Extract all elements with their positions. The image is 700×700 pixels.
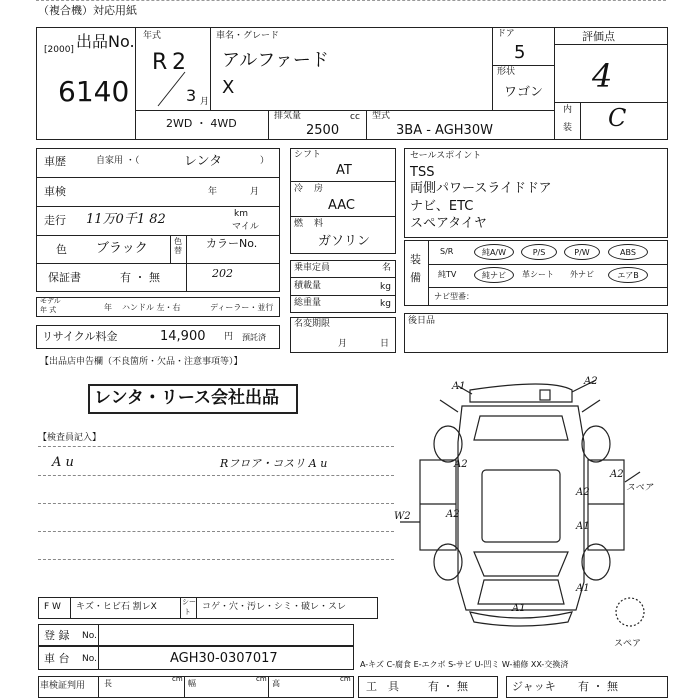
mark-a2-right: A2 bbox=[576, 487, 590, 498]
type-value: 3BA - AGH30W bbox=[396, 123, 493, 138]
cert-length: 長 bbox=[104, 679, 112, 688]
glass-conditions: キズ・ヒビ石 割レX bbox=[76, 602, 157, 612]
mark-a1-mid: A1 bbox=[576, 521, 590, 532]
fw-label: F W bbox=[44, 602, 61, 612]
cert-cm-3: cm bbox=[340, 675, 351, 683]
history-value: レンタ bbox=[184, 154, 223, 169]
equip-abs: ABS bbox=[608, 244, 648, 260]
jack-options: 有 ・ 無 bbox=[578, 680, 618, 693]
sales-point-item: スペアタイヤ bbox=[410, 216, 487, 231]
mark-a2-top: A2 bbox=[584, 376, 598, 387]
color-no-label: カラーNo. bbox=[206, 237, 258, 250]
name-change-month: 月 bbox=[338, 339, 348, 349]
equipment-label-1: 装 bbox=[410, 253, 421, 266]
damage-legend: A-キズ C-腐食 E-エクボ S-サビ U-凹ミ W-補修 XX-交換済 bbox=[360, 660, 569, 669]
chassis-value: AGH30-0307017 bbox=[170, 651, 278, 666]
model-label: 車名・グレード bbox=[216, 31, 280, 41]
recycle-status: 預託済 bbox=[242, 333, 266, 342]
equip-ext-navi: 外ナビ bbox=[570, 270, 594, 279]
model-name: アルファード bbox=[222, 50, 329, 71]
navi-model-label: ナビ型番： bbox=[434, 292, 474, 301]
capacity-unit: 名 bbox=[382, 263, 392, 273]
equipment-label-2: 備 bbox=[410, 271, 421, 284]
spare-label: スペア bbox=[614, 639, 642, 649]
cert-row bbox=[38, 676, 354, 698]
score-label: 評価点 bbox=[582, 30, 615, 43]
sales-point-item: ナビ、ETC bbox=[410, 199, 474, 214]
sales-points-label: セールスポイント bbox=[410, 151, 482, 161]
lot-label: 出品No. bbox=[76, 32, 135, 51]
dealer-note-label: 【出品店申告欄（不良箇所・欠品・注意事項等）】 bbox=[40, 357, 243, 367]
mileage-km: km bbox=[234, 209, 248, 219]
year-month: 3 bbox=[186, 86, 197, 105]
fuel-label-1: 燃 bbox=[294, 219, 304, 229]
shape-value: ワゴン bbox=[504, 85, 544, 100]
history-options: 自家用 ・（ bbox=[96, 156, 140, 166]
top-cut-line bbox=[36, 0, 666, 1]
color-label: 色 bbox=[56, 243, 67, 256]
shift-value: AT bbox=[336, 163, 352, 178]
interior-value: C bbox=[608, 104, 627, 132]
inspector-label: 【検査員記入】 bbox=[38, 433, 102, 443]
cert-cm-1: cm bbox=[172, 675, 183, 683]
aircon-label-1: 冷 bbox=[294, 184, 304, 194]
year-label: 年式 bbox=[143, 31, 162, 41]
mark-a1-top: A1 bbox=[452, 381, 466, 392]
mark-a1-bottom: A1 bbox=[512, 603, 526, 614]
fuel-label-2: 料 bbox=[314, 219, 324, 229]
wheel-rear-right bbox=[582, 426, 610, 462]
tools-options: 有 ・ 無 bbox=[428, 680, 468, 693]
color-no-value: 202 bbox=[212, 267, 233, 280]
mark-a1-lower: A1 bbox=[576, 583, 590, 594]
weight-unit: kg bbox=[380, 299, 391, 309]
after-items-box bbox=[404, 313, 668, 353]
equip-power-window: P/W bbox=[564, 244, 600, 260]
seat-label-1: シー bbox=[182, 598, 196, 606]
left-side-panel bbox=[420, 460, 456, 550]
mileage-value: 11万0千1 82 bbox=[86, 212, 166, 227]
mark-a2-left: A2 bbox=[454, 459, 468, 470]
capacity-label: 乗車定員 bbox=[294, 263, 331, 273]
model-year-label-1: モデル bbox=[40, 297, 61, 305]
rear-window bbox=[474, 416, 568, 440]
rear-bumper bbox=[470, 384, 572, 402]
cert-label: 車検証判用 bbox=[40, 681, 86, 691]
lot-number: 6140 bbox=[58, 75, 130, 108]
warranty-options: 有 ・ 無 bbox=[120, 271, 160, 284]
score-value: 4 bbox=[592, 57, 613, 95]
load-label: 積載量 bbox=[294, 281, 322, 291]
mark-w2: W2 bbox=[394, 511, 411, 522]
chassis-label: 車 台 bbox=[44, 652, 70, 665]
load-unit: kg bbox=[380, 282, 391, 292]
name-change-day: 日 bbox=[380, 339, 390, 349]
year-era: R bbox=[152, 50, 168, 75]
registration-no: No. bbox=[82, 631, 97, 641]
interior-label-2: 装 bbox=[563, 123, 573, 133]
equip-leather: 革シート bbox=[522, 270, 554, 279]
history-close: ） bbox=[260, 156, 270, 166]
registration-label: 登 録 bbox=[44, 629, 70, 642]
inspector-note-left: A u bbox=[52, 455, 74, 470]
mark-a2-door: A2 bbox=[446, 509, 460, 520]
lot-stamp: [2000] bbox=[44, 45, 74, 55]
spare-label-side: スペア bbox=[626, 483, 654, 493]
fuel-value: ガソリン bbox=[318, 234, 371, 249]
shape-label: 形状 bbox=[497, 67, 516, 77]
recycle-value: 14,900 bbox=[160, 329, 206, 344]
mark-a2-bottom: A2 bbox=[610, 469, 624, 480]
repaint-label: 色替 bbox=[174, 237, 182, 255]
spare-tire-circle bbox=[616, 598, 644, 626]
aircon-label-2: 房 bbox=[314, 184, 324, 194]
mileage-label: 走行 bbox=[44, 214, 66, 227]
hood bbox=[478, 580, 564, 604]
type-label: 型式 bbox=[372, 111, 391, 121]
aircon-value: AAC bbox=[328, 198, 355, 213]
color-value: ブラック bbox=[96, 241, 148, 256]
inspection-month: 月 bbox=[250, 187, 260, 197]
sales-point-item: TSS bbox=[410, 165, 435, 180]
equip-navi: 純ナビ bbox=[474, 267, 514, 283]
front-bumper bbox=[470, 612, 572, 626]
handle-options: ハンドル 左・右 bbox=[122, 303, 181, 312]
roof bbox=[482, 470, 560, 542]
seat-label-2: ト bbox=[184, 608, 191, 616]
warranty-label: 保証書 bbox=[48, 271, 81, 284]
sales-point-item: 両側パワースライドドア bbox=[410, 181, 552, 196]
recycle-label: リサイクル料金 bbox=[42, 330, 118, 343]
inspection-label: 車検 bbox=[44, 185, 66, 198]
rental-stamp-text: レンタ・リース会社出品 bbox=[94, 388, 280, 408]
dealer-options: ディーラー・並行 bbox=[210, 303, 274, 312]
year-month-unit: 月 bbox=[200, 97, 210, 107]
rear-lamp-box bbox=[540, 390, 550, 400]
recycle-unit: 円 bbox=[224, 332, 234, 342]
history-label: 車歴 bbox=[44, 155, 66, 168]
name-change-label: 名変期限 bbox=[294, 319, 331, 329]
car-damage-diagram bbox=[400, 372, 696, 632]
inspector-note-right: Rフロア・コスリ A u bbox=[220, 457, 328, 470]
after-items-label: 後日品 bbox=[408, 316, 436, 326]
displacement-value: 2500 bbox=[306, 123, 340, 138]
equip-alloy-wheel: 純A/W bbox=[474, 244, 514, 260]
model-year-label-2: 年 式 bbox=[40, 306, 57, 314]
shift-label: シフト bbox=[294, 150, 322, 160]
cert-height: 高 bbox=[272, 679, 280, 688]
model-year-unit: 年 bbox=[104, 303, 112, 312]
drive-text: 2WD ・ 4WD bbox=[166, 117, 237, 130]
tools-label: 工 具 bbox=[366, 680, 399, 693]
jack-label: ジャッキ bbox=[512, 680, 556, 693]
interior-label-1: 内 bbox=[563, 105, 573, 115]
displacement-unit: cc bbox=[350, 112, 360, 122]
inspection-year: 年 bbox=[208, 187, 218, 197]
doors-value: 5 bbox=[514, 42, 526, 63]
cert-cm-2: cm bbox=[256, 675, 267, 683]
year-value: 2 bbox=[172, 50, 186, 75]
weight-label: 総重量 bbox=[294, 298, 322, 308]
displacement-label: 排気量 bbox=[274, 111, 302, 121]
doors-label: ドア bbox=[497, 29, 515, 39]
chassis-no: No. bbox=[82, 654, 97, 664]
equip-tv: 純TV bbox=[438, 270, 457, 279]
windshield bbox=[474, 552, 568, 576]
form-note: （複合機）対応用紙 bbox=[38, 4, 137, 17]
cert-width: 幅 bbox=[188, 679, 196, 688]
equip-airbag: エアB bbox=[608, 267, 648, 283]
equip-power-steering: P/S bbox=[521, 244, 557, 260]
seat-conditions: コゲ・穴・汚レ・シミ・破レ・スレ bbox=[202, 602, 347, 612]
mileage-mile: マイル bbox=[232, 222, 259, 232]
model-grade: X bbox=[222, 77, 235, 98]
equip-sr: S/R bbox=[440, 247, 454, 256]
